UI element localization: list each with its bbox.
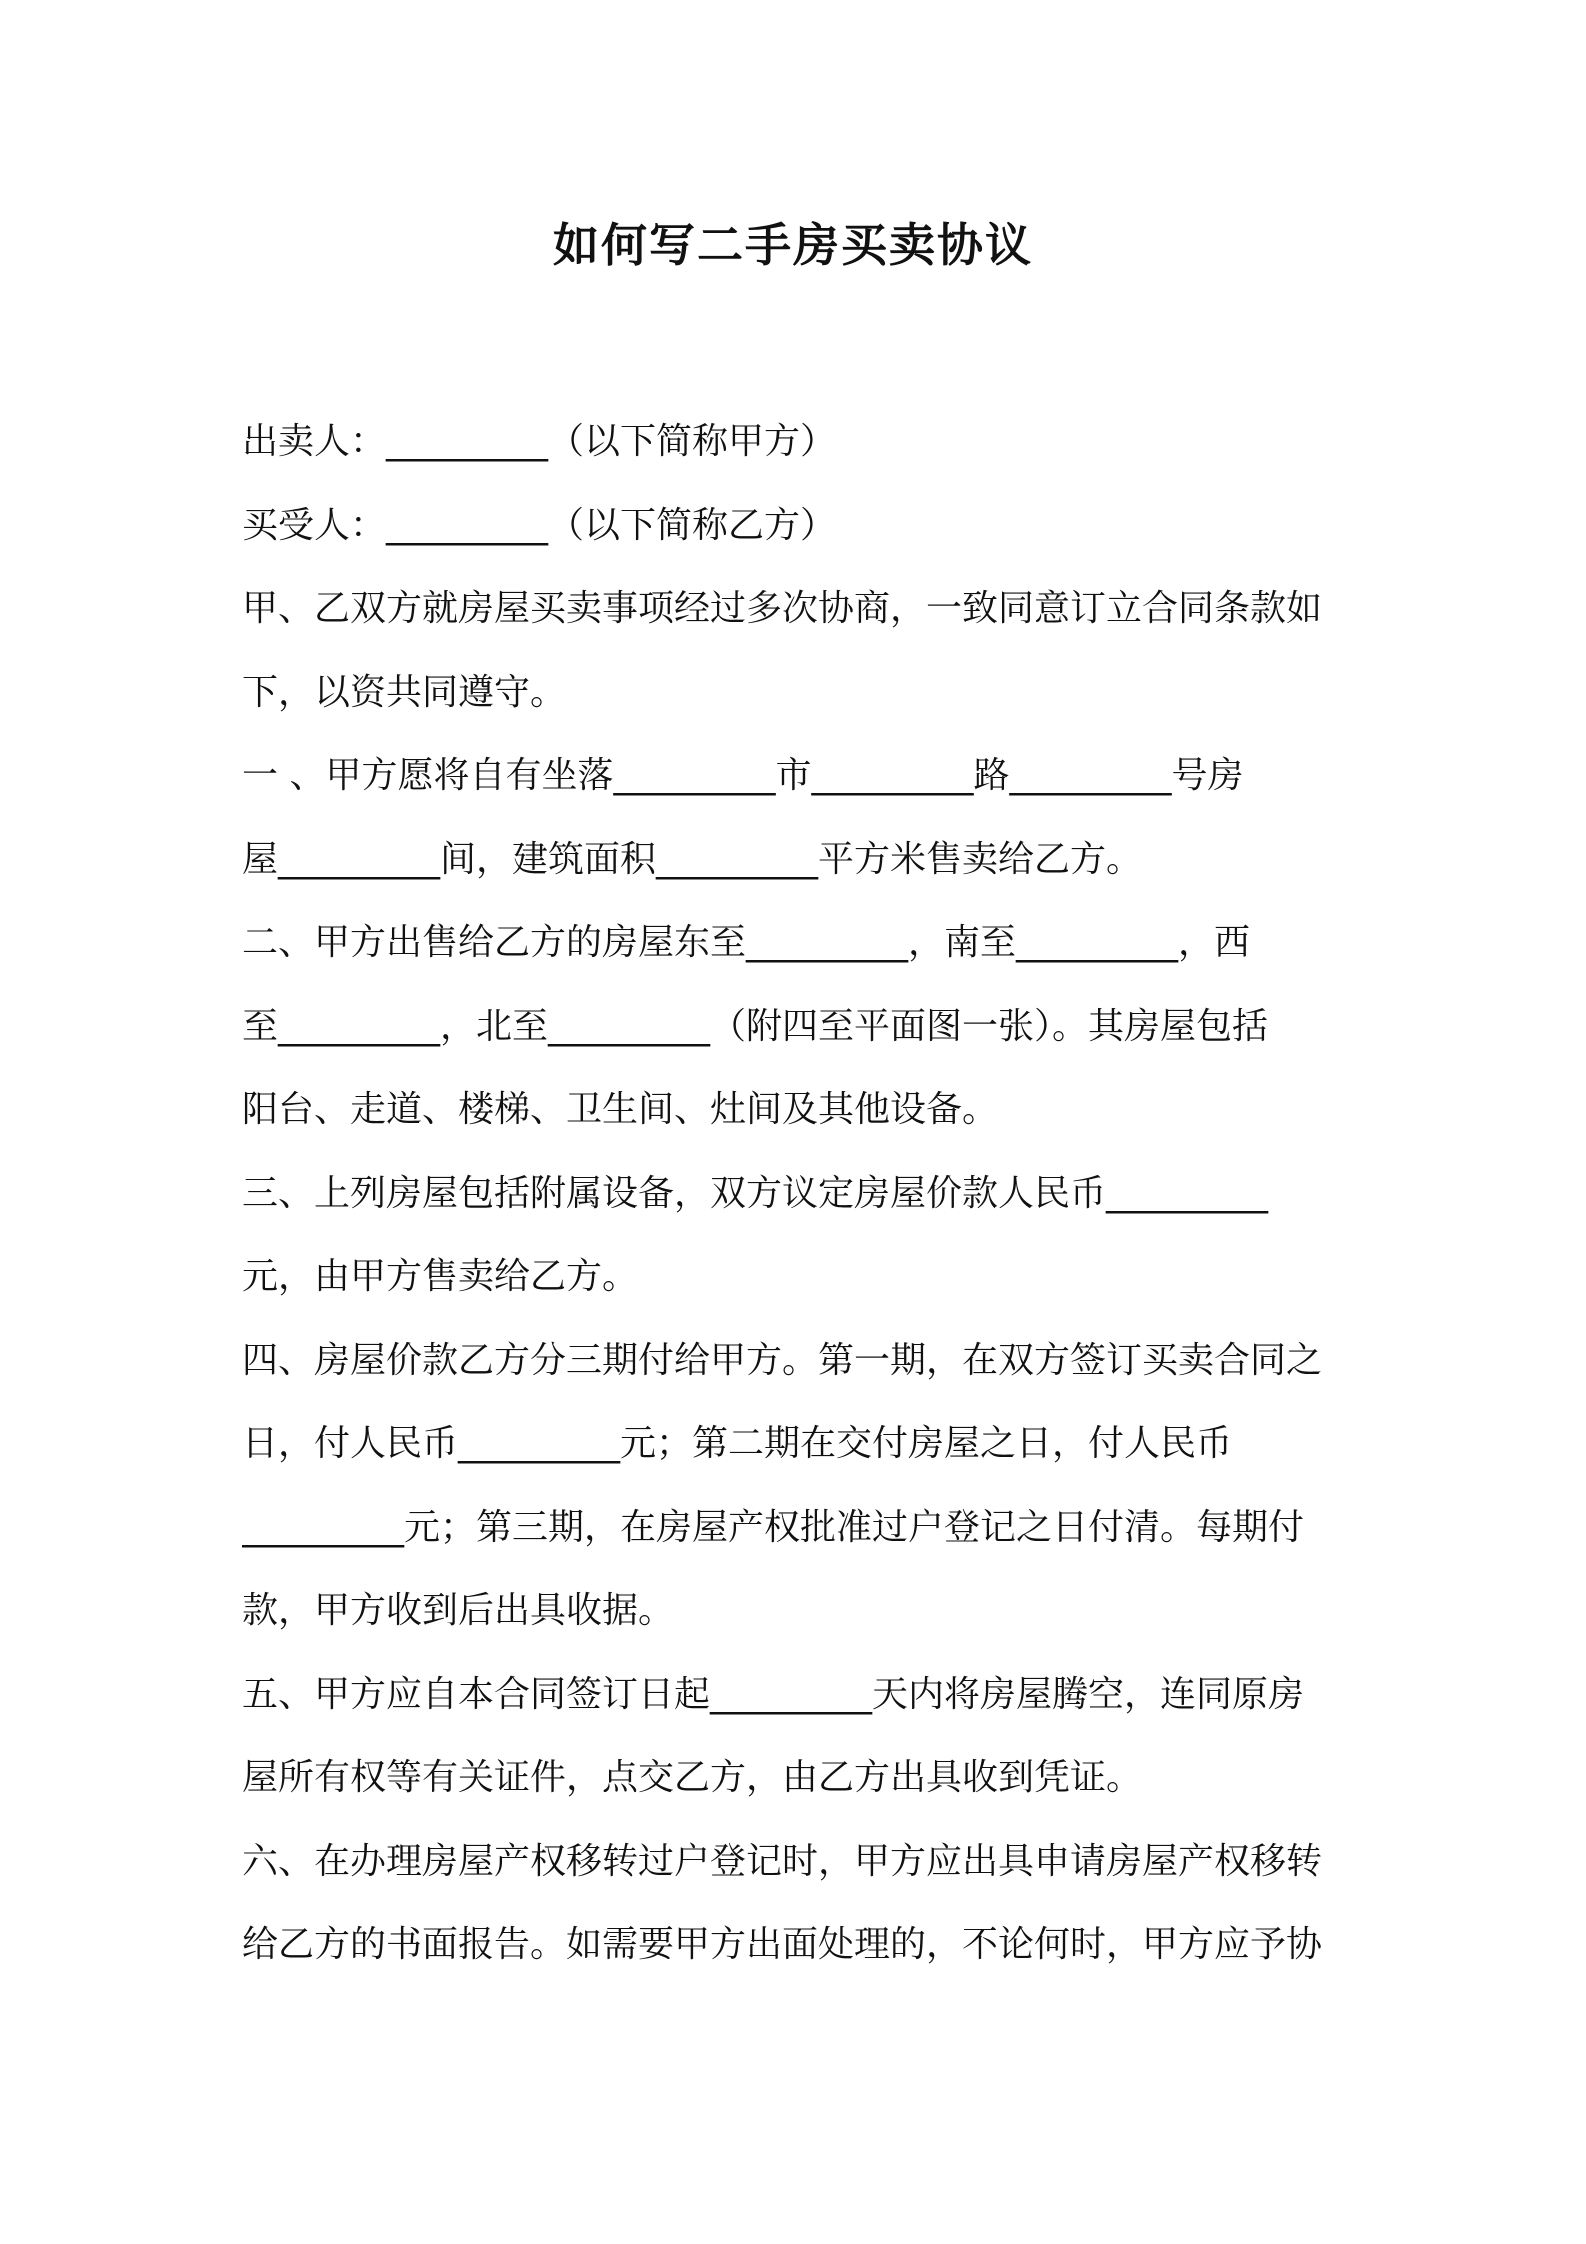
text-line: 阳台、走道、楼梯、卫生间、灶间及其他设备。 (242, 1089, 999, 1130)
text-line: 五、甲方应自本合同签订日起_________天内将房屋腾空，连同原房 (242, 1673, 1305, 1715)
text-line: 三、上列房屋包括附属设备，双方议定房屋价款人民币_________ (242, 1172, 1269, 1214)
text-line: 屋_________间，建筑面积_________平方米售卖给乙方。 (242, 838, 1143, 880)
text-line: 一 、甲方愿将自有坐落_________市_________路_________号房 (242, 755, 1244, 796)
text-line: 买受人：_________（以下简称乙方） (242, 504, 837, 546)
text-line: 二、甲方出售给乙方的房屋东至_________，南至_________，西 (242, 922, 1251, 963)
text-line: 甲、乙双方就房屋买卖事项经过多次协商，一致同意订立合同条款如 (242, 588, 1323, 629)
text-line: 屋所有权等有关证件，点交乙方，由乙方出具收到凭证。 (242, 1757, 1143, 1798)
document-body (242, 400, 1352, 1987)
text-line: 至_________，北至_________（附四至平面图一张）。其房屋包括 (242, 1005, 1269, 1047)
text-line: 四、房屋价款乙方分三期付给甲方。第一期，在双方签订买卖合同之 (242, 1339, 1323, 1381)
text-line: 元，由甲方售卖给乙方。 (242, 1256, 639, 1297)
text-line: _________元；第三期，在房屋产权批准过户登记之日付清。每期付 (242, 1506, 1305, 1548)
text-line: 日，付人民币_________元；第二期在交付房屋之日，付人民币 (242, 1423, 1233, 1464)
text-line: 款，甲方收到后出具收据。 (242, 1590, 675, 1631)
document-title: 如何写二手房买卖协议 (553, 218, 1033, 272)
text-line: 给乙方的书面报告。如需要甲方出面处理的，不论何时，甲方应予协 (242, 1924, 1323, 1965)
text-line: 六、在办理房屋产权移转过户登记时，甲方应出具申请房屋产权移转 (242, 1840, 1323, 1882)
text-line: 出卖人：_________（以下简称甲方） (242, 421, 837, 462)
text-line: 下，以资共同遵守。 (242, 671, 567, 713)
